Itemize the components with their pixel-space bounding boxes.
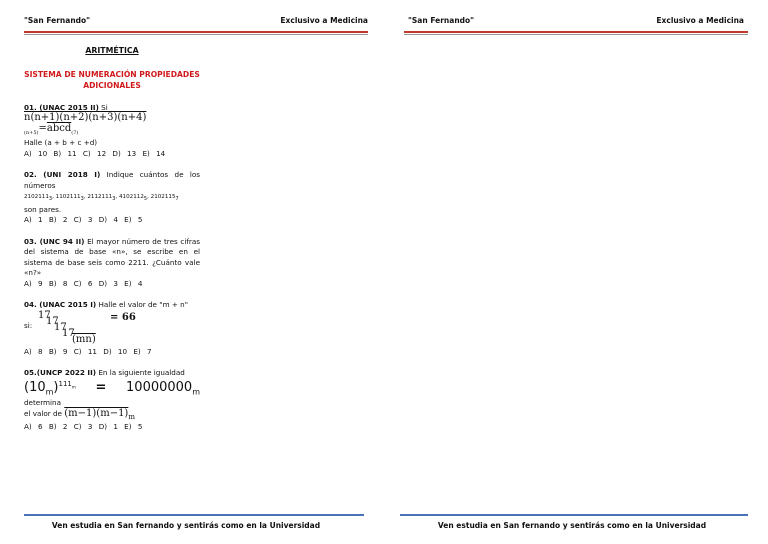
header-rule	[24, 31, 368, 33]
question-5: 05.(UNCP 2022 II) En la siguiente igualdad $(10_m)^{111_m} = 10000000_m$ determina el valor de $(m-1)(m-1)_m$ A) 6 B) 2 C) 3 D) 1 E) 5	[24, 368, 200, 432]
question-1: 01. (UNAC 2015 II) Si $n(n+1)(n+2)(n+3)(n+4)_{(n+5)}=abcd_{(7)}$ Halle (a + b + c +d) A) 10 B) 11 C) 12 D) 13 E) 14	[24, 102, 166, 158]
footer-text: Ven estudia en San fernando y sentirás como en la Universidad	[51, 521, 321, 530]
footer-rule-2	[400, 514, 748, 516]
header-tagline-2: Exclusivo a Medicina	[656, 16, 744, 25]
page-title: ARITMÉTICA	[85, 46, 139, 55]
footer-rule	[24, 514, 364, 516]
q5-expression: $(m-1)(m-1)_m$	[64, 407, 135, 421]
question-3: 03. (UNC 94 II) El mayor número de tres cifras del sistema de base «n», se escribe en el sistema de base seis como 2211. ¿Cuánto vale «n?» A) 9 B) 8 C) 6 D) 3 E) 4	[24, 236, 200, 288]
header-school-2: "San Fernando"	[408, 16, 475, 25]
content	[24, 46, 200, 444]
q4-equation: si: 17 17 17 17 (mn) = 66	[24, 309, 136, 345]
header-rule-shadow	[24, 34, 368, 35]
section-title: SISTEMA DE NUMERACIÓN PROPIEDADES ADICIONALES	[24, 69, 200, 90]
header-tagline: Exclusivo a Medicina	[280, 16, 368, 25]
q5-equation: $(10_m)^{111_m} = 10000000_m$	[24, 379, 200, 397]
header-rule-2	[404, 31, 748, 33]
q1-equation: $n(n+1)(n+2)(n+3)(n+4)_{(n+5)}=abcd_{(7)}$	[24, 112, 147, 136]
page-right	[384, 0, 768, 544]
q2-numbers: $2102111_3$, $1102111_3$, $2112111_3$, $4102112_5$, $2102115_7$	[24, 194, 179, 203]
question-4: 04. (UNAC 2015 I) Halle el valor de "m + n" si: 17 17 17 17 (mn) = 66 A) 8 B) 9 C) 11 D) 10 E) 7	[24, 300, 200, 357]
header-rule-shadow-2	[404, 34, 748, 35]
header-school: "San Fernando"	[24, 16, 91, 25]
footer-text-2: Ven estudia en San fernando y sentirás como en la Universidad	[437, 521, 707, 530]
question-2: 02. (UNI 2018 I) Indique cuántos de los números $2102111_3$, $1102111_3$, $2112111_3$, $4102112_5$, $2102115_7$ son pares. A) 1 B) 2 C) 3 D) 4 E) 5	[24, 170, 200, 225]
